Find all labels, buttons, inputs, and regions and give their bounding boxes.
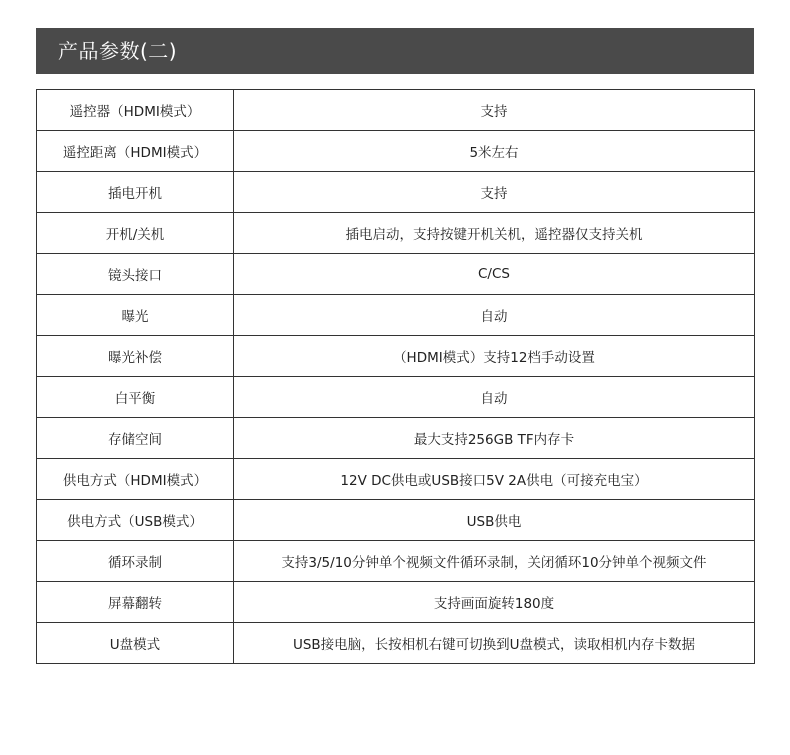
spec-value: 支持: [234, 172, 755, 213]
spec-label: 白平衡: [37, 377, 234, 418]
spec-label: 屏幕翻转: [37, 582, 234, 623]
spec-label: 曝光: [37, 295, 234, 336]
spec-value: 最大支持256GB TF内存卡: [234, 418, 755, 459]
spec-label: U盘模式: [37, 623, 234, 664]
spec-table-body: [37, 90, 755, 664]
table-row: [37, 213, 755, 254]
table-row: [37, 172, 755, 213]
spec-value: 支持画面旋转180度: [234, 582, 755, 623]
spec-label: 插电开机: [37, 172, 234, 213]
table-row: [37, 295, 755, 336]
table-row: [37, 459, 755, 500]
spec-value: USB接电脑，长按相机右键可切换到U盘模式，读取相机内存卡数据: [234, 623, 755, 664]
spec-label: 供电方式（USB模式）: [37, 500, 234, 541]
table-row: [37, 254, 755, 295]
spec-value: 支持3/5/10分钟单个视频文件循环录制，关闭循环10分钟单个视频文件: [234, 541, 755, 582]
spec-label: 遥控器（HDMI模式）: [37, 90, 234, 131]
spec-label: 曝光补偿: [37, 336, 234, 377]
spec-label: 遥控距离（HDMI模式）: [37, 131, 234, 172]
spec-label: 存储空间: [37, 418, 234, 459]
spec-label: 镜头接口: [37, 254, 234, 295]
table-row: [37, 541, 755, 582]
spec-value: C/CS: [234, 254, 755, 295]
spec-value: 自动: [234, 377, 755, 418]
spec-value: （HDMI模式）支持12档手动设置: [234, 336, 755, 377]
section-header: [36, 28, 754, 74]
spec-value: 插电启动，支持按键开机关机，遥控器仅支持关机: [234, 213, 755, 254]
page-title: 产品参数(二): [58, 39, 178, 63]
table-row: [37, 131, 755, 172]
spec-value: USB供电: [234, 500, 755, 541]
table-row: [37, 623, 755, 664]
spec-value: 5米左右: [234, 131, 755, 172]
table-row: [37, 418, 755, 459]
table-row: [37, 336, 755, 377]
spec-value: 12V DC供电或USB接口5V 2A供电（可接充电宝）: [234, 459, 755, 500]
spec-table: [36, 89, 755, 664]
spec-value: 自动: [234, 295, 755, 336]
table-row: [37, 582, 755, 623]
spec-label: 供电方式（HDMI模式）: [37, 459, 234, 500]
table-row: [37, 90, 755, 131]
table-row: [37, 500, 755, 541]
spec-value: 支持: [234, 90, 755, 131]
table-row: [37, 377, 755, 418]
spec-label: 开机/关机: [37, 213, 234, 254]
spec-label: 循环录制: [37, 541, 234, 582]
